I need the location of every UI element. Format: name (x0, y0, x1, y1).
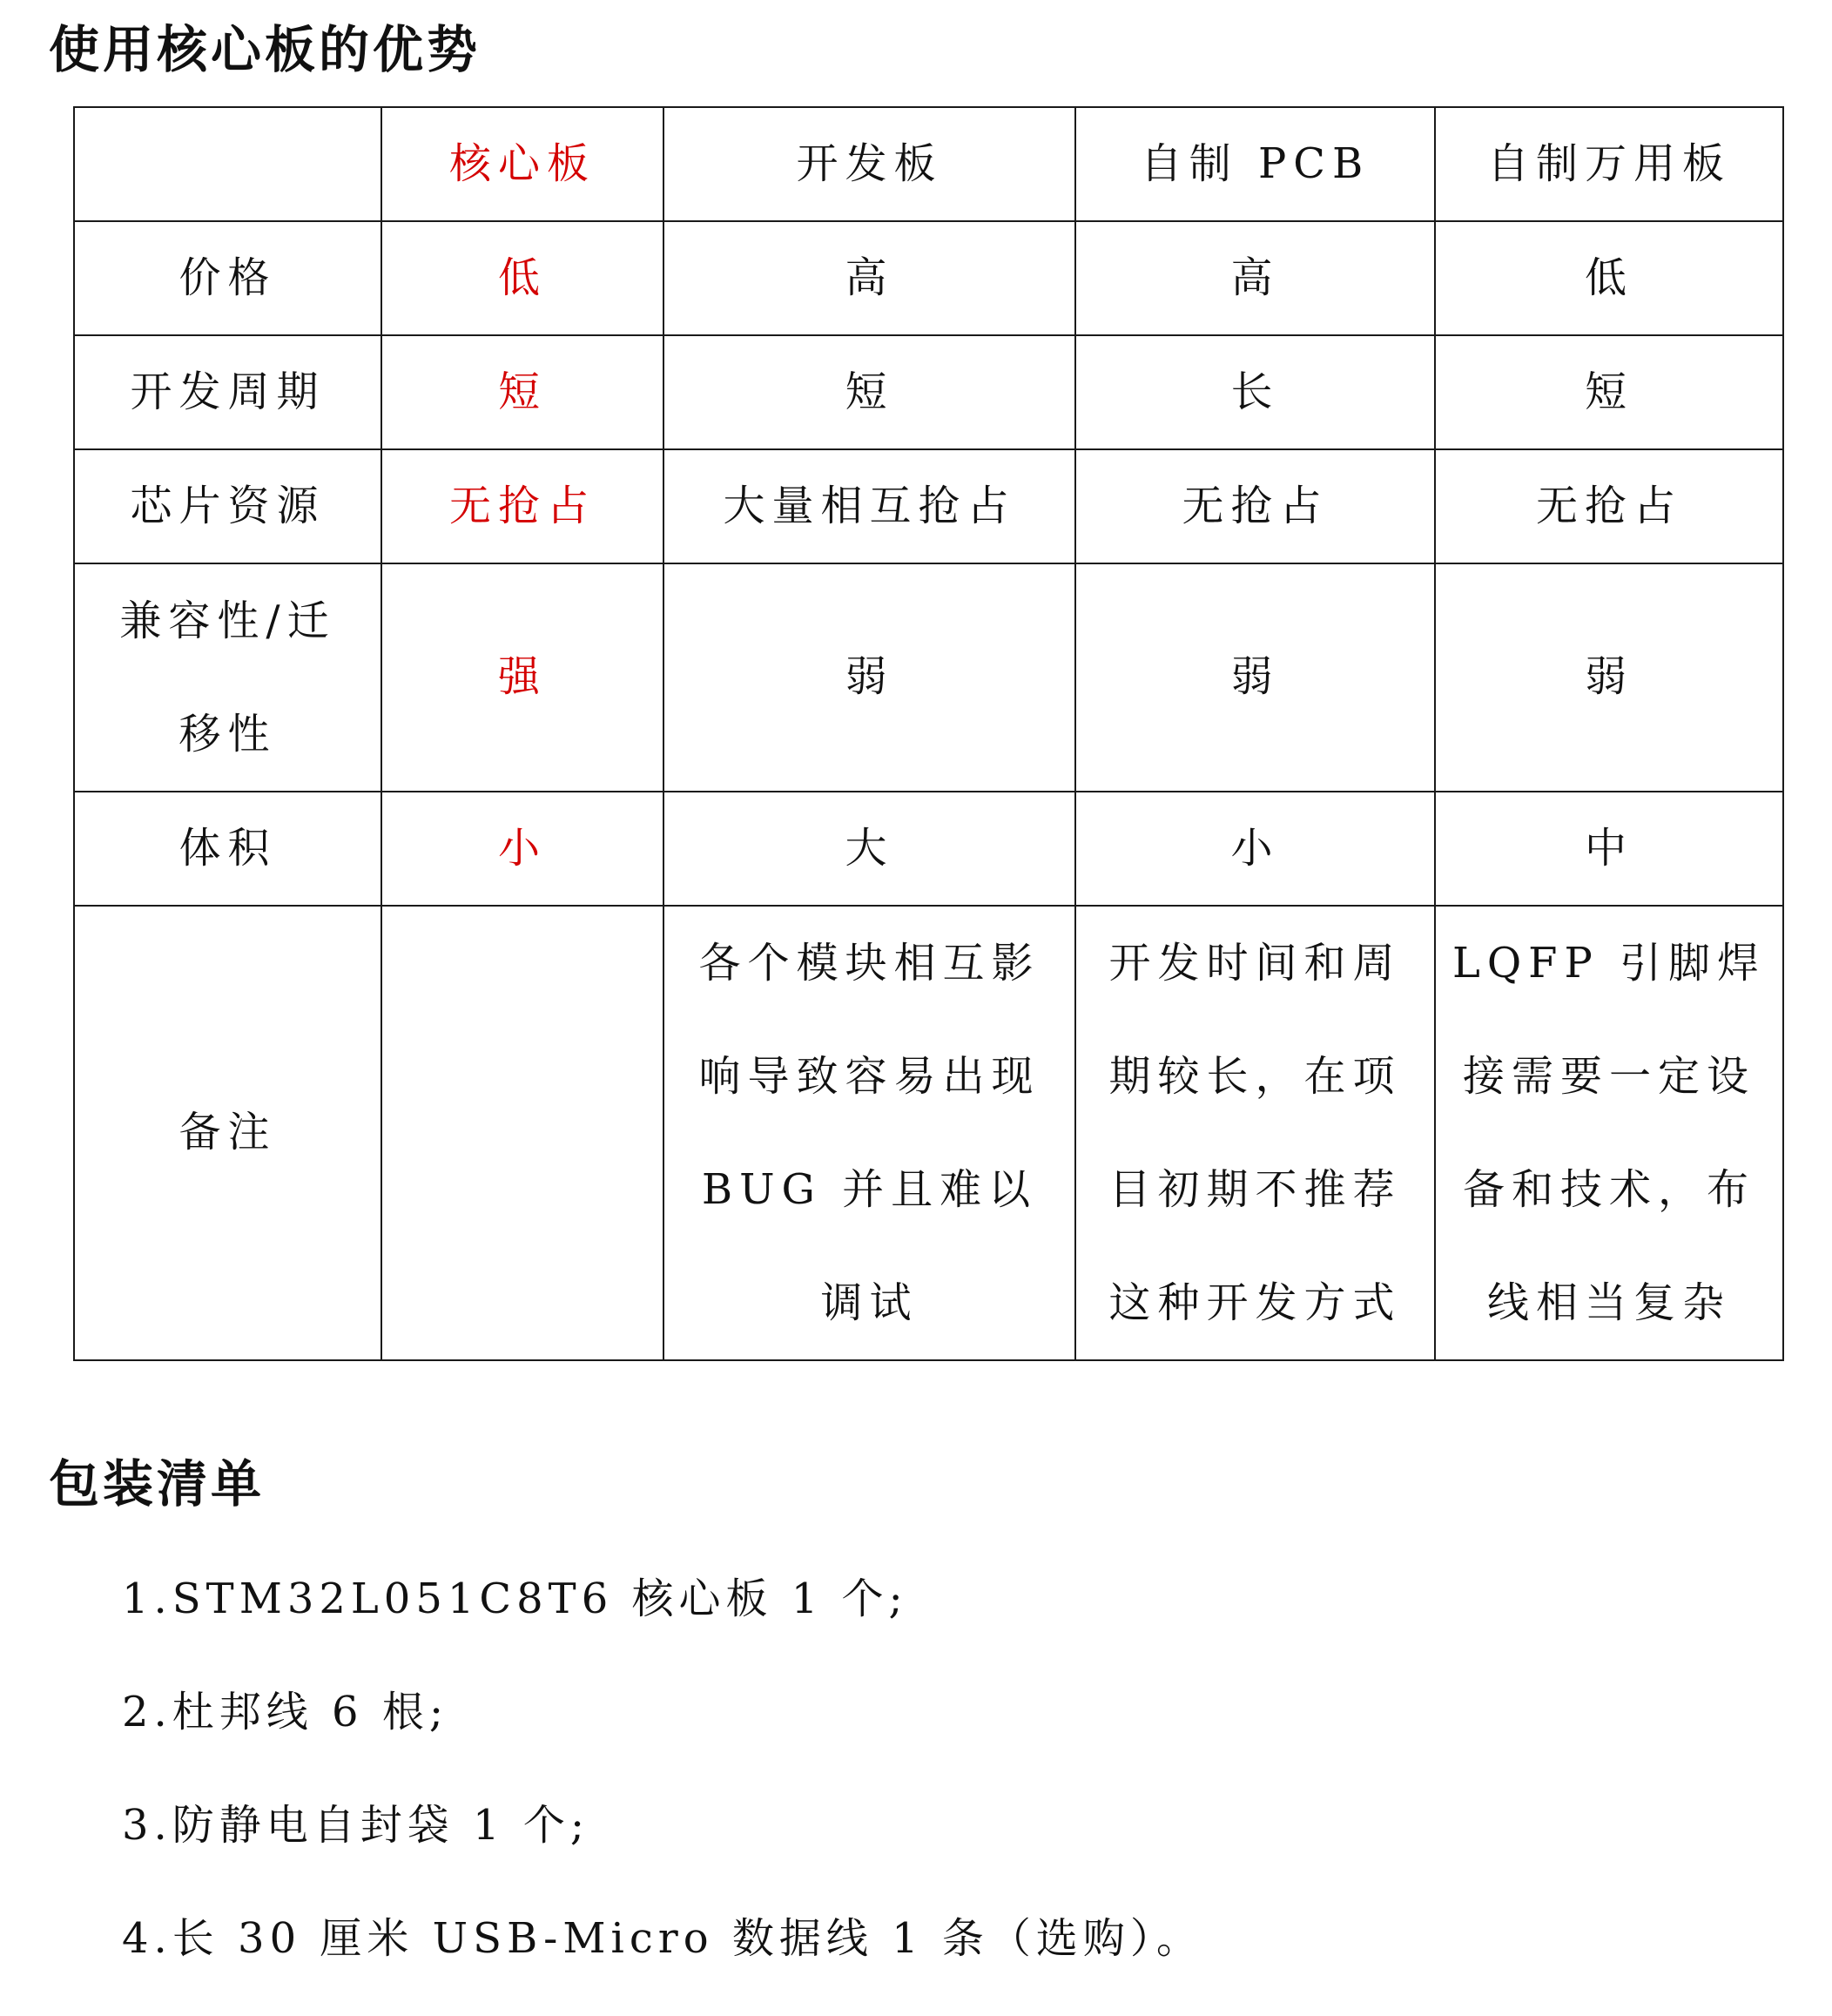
table-cell: 短 (381, 335, 663, 449)
table-cell: 短 (663, 335, 1075, 449)
list-item: 3.防静电自封袋 1 个; (122, 1801, 590, 1850)
table-header-core-board: 核心板 (381, 107, 663, 221)
table-row (74, 221, 1783, 335)
table-cell: 弱 (1075, 563, 1435, 792)
list-item: 4.长 30 厘米 USB-Micro 数据线 1 条（选购）。 (122, 1914, 1203, 1963)
table-cell: 无抢占 (1075, 449, 1435, 563)
table-cell: 强 (381, 563, 663, 792)
row-label: 兼容性/迁移性 (74, 563, 381, 792)
package-list (122, 1563, 1203, 2016)
row-label: 芯片资源 (74, 449, 381, 563)
list-item: 2.杜邦线 6 根; (122, 1688, 449, 1736)
table-header-custom-perfboard: 自制万用板 (1435, 107, 1783, 221)
table-cell: 中 (1435, 792, 1783, 906)
table-cell: 高 (1075, 221, 1435, 335)
table-header-row (74, 107, 1783, 221)
table-cell (381, 906, 663, 1360)
table-cell-note: 各个模块相互影响导致容易出现 BUG 并且难以调试 (663, 906, 1075, 1360)
list-item: 1.STM32L051C8T6 核心板 1 个; (122, 1574, 908, 1623)
table-row (74, 335, 1783, 449)
table-cell: 低 (381, 221, 663, 335)
section-title-package-list: 包装清单 (49, 1454, 266, 1514)
row-label: 备注 (74, 906, 381, 1360)
table-cell: 高 (663, 221, 1075, 335)
table-cell: 弱 (663, 563, 1075, 792)
row-label: 体积 (74, 792, 381, 906)
section-title-advantages: 使用核心板的优势 (49, 20, 482, 79)
table-cell: 长 (1075, 335, 1435, 449)
table-cell: 小 (1075, 792, 1435, 906)
table-cell-note: LQFP 引脚焊接需要一定设备和技术，布线相当复杂 (1435, 906, 1783, 1360)
table-cell-note: 开发时间和周期较长，在项目初期不推荐这种开发方式 (1075, 906, 1435, 1360)
table-row (74, 449, 1783, 563)
table-cell: 无抢占 (381, 449, 663, 563)
table-row (74, 563, 1783, 792)
table-cell: 大 (663, 792, 1075, 906)
table-cell: 大量相互抢占 (663, 449, 1075, 563)
table-cell: 弱 (1435, 563, 1783, 792)
table-row (74, 792, 1783, 906)
table-cell: 短 (1435, 335, 1783, 449)
row-label: 价格 (74, 221, 381, 335)
table-cell: 小 (381, 792, 663, 906)
table-row (74, 906, 1783, 1360)
table-header-dev-board: 开发板 (663, 107, 1075, 221)
table-cell: 低 (1435, 221, 1783, 335)
table-header-cell-empty (74, 107, 381, 221)
table-cell: 无抢占 (1435, 449, 1783, 563)
table-header-custom-pcb: 自制 PCB (1075, 107, 1435, 221)
row-label: 开发周期 (74, 335, 381, 449)
comparison-table (73, 106, 1784, 1361)
